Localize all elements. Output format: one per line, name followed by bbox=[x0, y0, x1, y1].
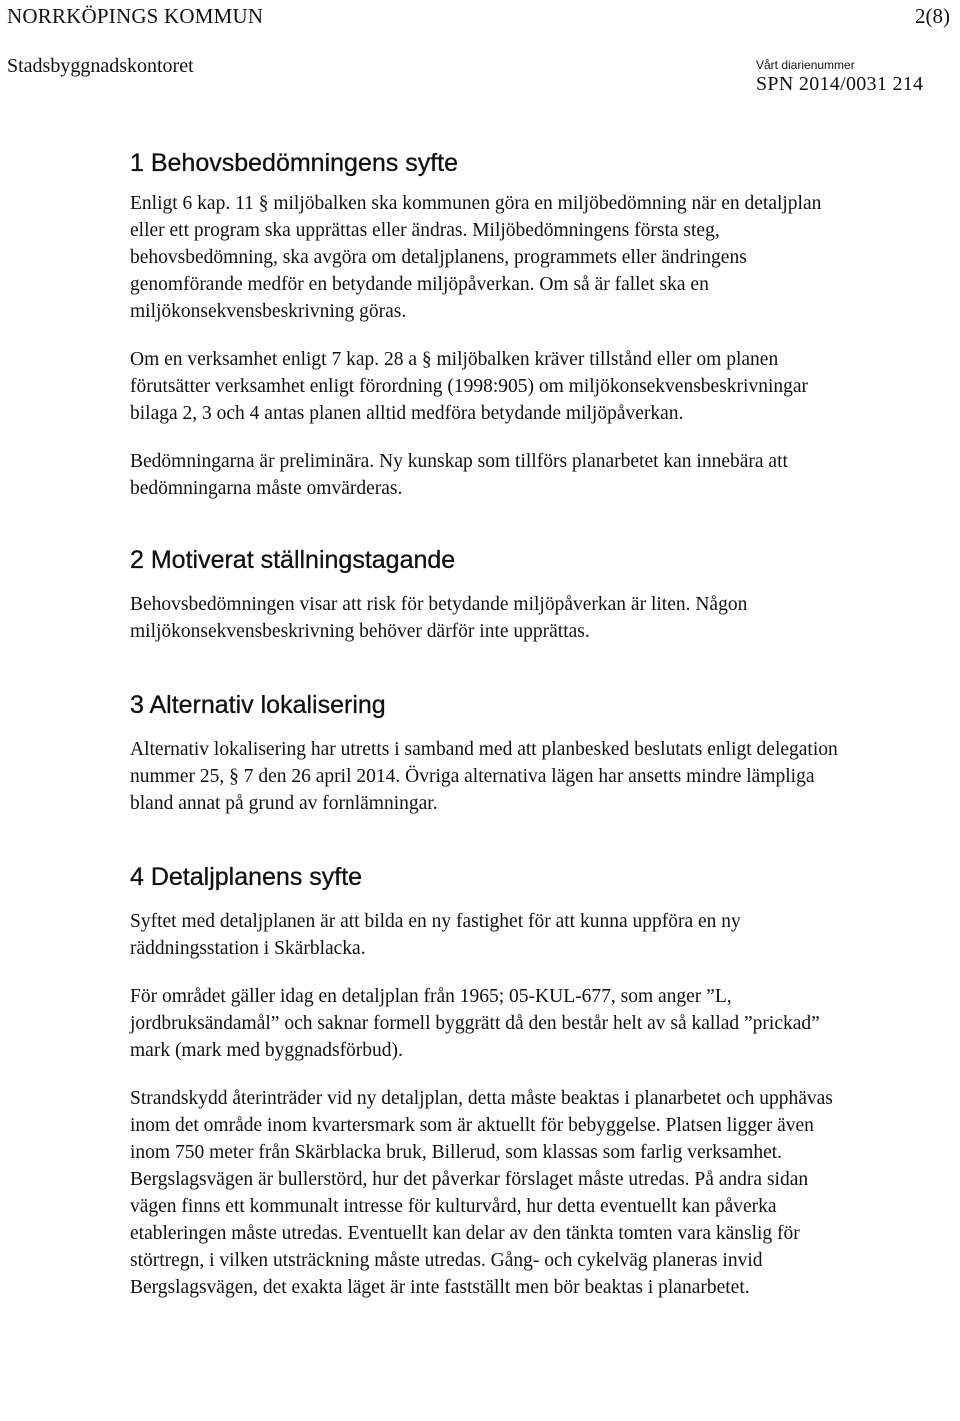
document-body bbox=[130, 146, 850, 1301]
organization-name: NORRKÖPINGS KOMMUN bbox=[7, 4, 264, 28]
paragraph: Om en verksamhet enligt 7 kap. 28 a § miljöbalken kräver tillstånd eller om planen förutsätter verksamhet enligt förordning (1998:905) om miljökonsekvensbeskrivningar bilaga 2, 3 och 4 antas planen alltid medföra betydande miljöpåverkan. bbox=[130, 349, 809, 424]
page-number: 2(8) bbox=[915, 4, 950, 28]
paragraph: Behovsbedömningen visar att risk för betydande miljöpåverkan är liten. Någon miljökonsekvensbeskrivning behöver därför inte upprättas. bbox=[130, 594, 748, 642]
section-heading: 1 Behovsbedömningens syfte bbox=[130, 149, 458, 177]
paragraph: Bedömningarna är preliminära. Ny kunskap som tillförs planarbetet kan innebära att bedömningarna måste omvärderas. bbox=[130, 451, 788, 499]
section-motivated-position bbox=[130, 543, 850, 645]
section-heading: 3 Alternativ lokalisering bbox=[130, 691, 386, 719]
paragraph: Syftet med detaljplanen är att bilda en ny fastighet för att kunna uppföra en ny räddningsstation i Skärblacka. bbox=[130, 911, 741, 959]
paragraph: Enligt 6 kap. 11 § miljöbalken ska kommunen göra en miljöbedömning när en detaljplan eller ett program ska upprättas eller ändras. Miljöbedömningens första steg, behovsbedömning, ska avgöra om detaljplanens, programmets eller ändringens genomförande medför en betydande miljöpåverkan. Om så är fallet ska en miljökonsekvensbeskrivning göras. bbox=[130, 193, 822, 322]
office-name: Stadsbyggnadskontoret bbox=[7, 55, 194, 77]
paragraph: Alternativ lokalisering har utretts i samband med att planbesked beslutats enligt delegation nummer 25, § 7 den 26 april 2014. Övriga alternativa lägen har ansetts mindre lämpliga bland annat på grund av fornlämningar. bbox=[130, 739, 838, 814]
registration-number: SPN 2014/0031 214 bbox=[756, 73, 924, 95]
section-heading: 2 Motiverat ställningstagande bbox=[130, 546, 456, 574]
section-purpose-of-assessment bbox=[130, 146, 850, 502]
section-plan-purpose bbox=[130, 860, 850, 1301]
paragraph: För området gäller idag en detaljplan från 1965; 05-KUL-677, som anger ”L, jordbruksändamål” och saknar formell byggrätt då den består helt av så kallad ”prickad” mark (mark med byggnadsförbud). bbox=[130, 986, 820, 1061]
paragraph: Strandskydd återinträder vid ny detaljplan, detta måste beaktas i planarbetet och upphävas inom det område inom kvartersmark som är aktuellt för bebyggelse. Platsen ligger även inom 750 meter från Skärblacka bruk, Billerud, som klassas som farlig verksamhet. Bergslagsvägen är bullerstörd, hur det påverkar förslaget måste utredas. På andra sidan vägen finns ett kommunalt intresse för kulturvård, hur detta eventuellt kan påverka etableringen måste utredas. Eventuellt kan delar av den tänkta tomten vara känslig för störtregn, i vilken utsträckning måste utredas. Gång- och cykelväg planeras invid Bergslagsvägen, det exakta läget är inte fastställt men bör beaktas i planarbetet. bbox=[130, 1088, 833, 1298]
section-heading: 4 Detaljplanens syfte bbox=[130, 863, 363, 891]
registration-label: Vårt diarienummer bbox=[756, 58, 855, 72]
section-alternative-location bbox=[130, 688, 850, 817]
